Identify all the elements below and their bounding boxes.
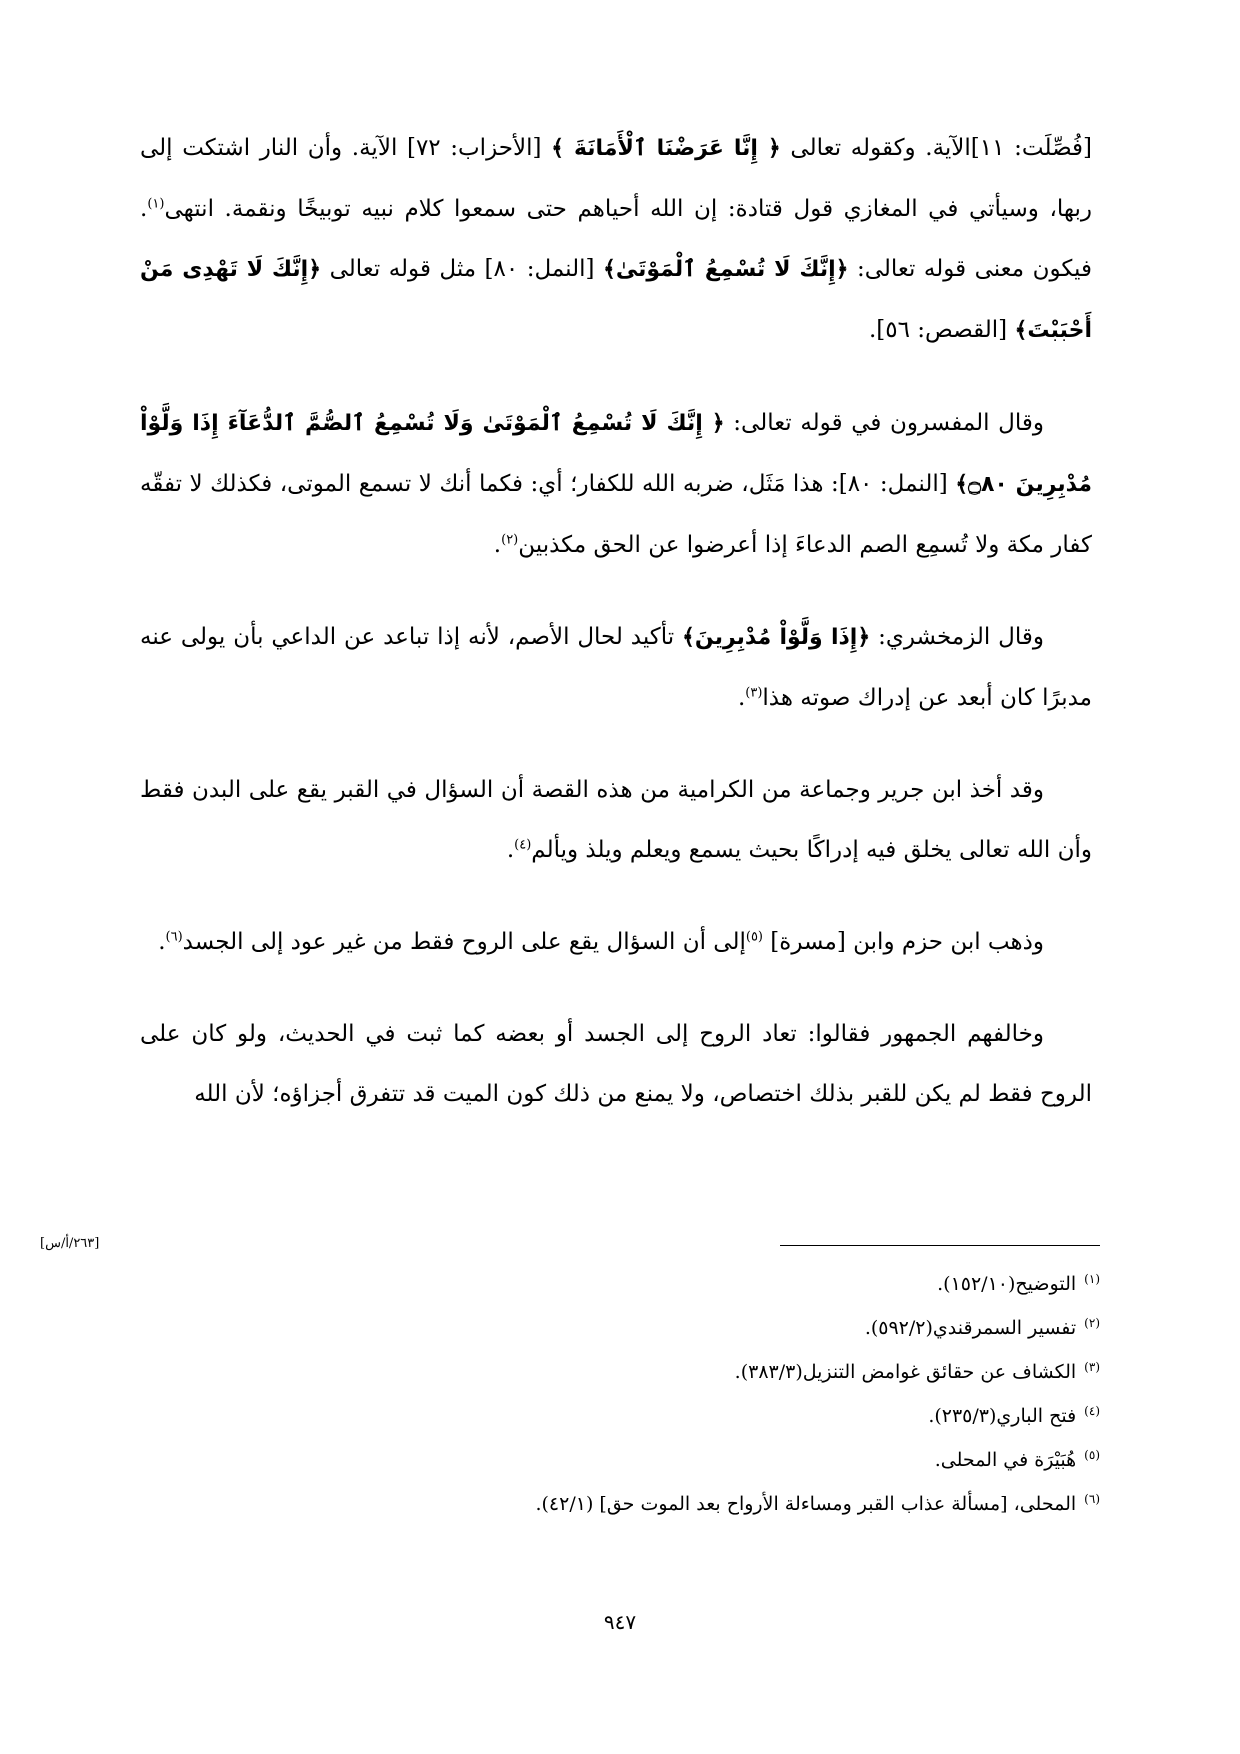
text-segment: . فيكون معنى قوله تعالى: [140, 196, 1092, 282]
text-segment: [القصص: ٥٦]. [868, 317, 1015, 343]
footnote-text: الكشاف عن حقائق غوامض التنزيل(٣٨٣/٣). [734, 1361, 1077, 1383]
page-number: ٩٤٧ [603, 1610, 637, 1634]
paragraph [140, 393, 1092, 575]
text-segment: [النمل: ٨٠]: هذا مَثَل، ضربه الله للكفار؛ أي: فكما أنك لا تسمع الموتى، فكذلك لا تفقّه كفار مكة ولا تُسمِع الصم الدعاءَ إذا أعرضوا عن الحق مكذبين [140, 471, 1092, 558]
quran-verse: إِذَا وَلَّوْاْ مُدْبِرِينَ [694, 625, 858, 650]
quran-verse: ﴿ [835, 257, 849, 282]
quran-verse: ﴾ [1014, 318, 1028, 343]
footnote-ref: (٢) [501, 532, 519, 548]
quran-verse: إِنَّكَ لَا تُسْمِعُ ٱلْمَوْتَىٰ وَلَا تُسْمِعُ ٱلصُّمَّ ٱلدُّعَآءَ إِذَا وَلَّوْاْ مُدْبِرِينَ [140, 411, 1092, 497]
footnote-text: التوضيح(١٥٢/١٠). [937, 1273, 1077, 1295]
footnote-separator [780, 1245, 1100, 1246]
footnote-number: (٢) [1084, 1315, 1100, 1330]
quran-verse: ﴿ [711, 411, 725, 436]
footnote-text: فتح الباري(٢٣٥/٣). [928, 1405, 1077, 1427]
footnote [200, 1394, 1100, 1438]
text-segment: . [737, 685, 746, 711]
main-text [140, 118, 1092, 1156]
text-segment: [فُصِّلَت: ١١]الآية. وكقوله تعالى [780, 135, 1092, 161]
footnote-ref: (٤) [514, 837, 532, 853]
text-segment: تأكيد لحال الأصم، لأنه إذا تباعد عن الداعي بأن يولى عنه مدبرًا كان أبعد عن إدراك صوته هذا [140, 624, 1092, 711]
quran-verse: إِنَّا عَرَضْنَا ٱلْأَمَانَةَ [563, 136, 768, 161]
footnote [200, 1482, 1100, 1526]
footnote-number: (٣) [1084, 1359, 1100, 1374]
text-segment: وقال المفسرون في قوله تعالى: [724, 410, 1044, 436]
text-segment: وقد أخذ ابن جرير وجماعة من الكرامية من هذه القصة أن السؤال في القبر يقع على البدن فقط وأن الله تعالى يخلق فيه إدراكًا بحيث يسمع ويعلم ويلذ ويألم [140, 777, 1092, 863]
footnote [200, 1306, 1100, 1350]
footnote-number: (٤) [1084, 1403, 1100, 1418]
text-segment: وقال الزمخشري: [870, 624, 1044, 650]
footnote-text: هُبَيْرَة في المحلى. [934, 1449, 1077, 1471]
footnote-ref: (٥) [745, 929, 763, 945]
quran-verse: ۝٨٠ [968, 472, 1008, 497]
quran-verse: إِنَّكَ لَا تُسْمِعُ ٱلْمَوْتَىٰ [615, 257, 836, 282]
paragraph [140, 118, 1092, 361]
quran-verse: ﴾ [955, 472, 969, 497]
text-segment: . [158, 929, 166, 955]
quran-verse: ﴾ [682, 625, 695, 650]
footnote-ref: (٣) [745, 685, 763, 701]
paragraph [140, 912, 1092, 972]
footnote-number: (٦) [1084, 1491, 1100, 1506]
quran-verse: ﴾ [602, 257, 616, 282]
paragraph [140, 760, 1092, 880]
text-segment: وخالفهم الجمهور فقالوا: تعاد الروح إلى الجسد أو بعضه كما ثبت في الحديث، ولو كان على الروح فقط لم يكن للقبر بذلك اختصاص، ولا يمنع من ذلك كون الميت قد تتفرق أجزاؤه؛ لأن الله [140, 1021, 1092, 1107]
text-segment: إلى أن السؤال يقع على الروح فقط من غير عود إلى الجسد [182, 929, 746, 955]
quran-verse: ﴿ [308, 257, 322, 282]
margin-note: [٢٦٣/أ/س] [40, 1236, 100, 1251]
footnote-text: تفسير السمرقندي(٥٩٢/٢). [864, 1317, 1077, 1339]
text-segment: وذهب ابن حزم وابن [مسرة] [763, 929, 1044, 955]
text-segment: . [493, 532, 502, 558]
quran-verse: ﴿ [767, 136, 781, 161]
footnote-ref: (١) [147, 196, 165, 212]
quran-verse: إِنَّكَ لَا تَهْدِى مَنْ أَحْبَبْتَ [140, 257, 1092, 343]
footnote-number: (١) [1084, 1271, 1100, 1286]
paragraph [140, 607, 1092, 728]
footnote [200, 1262, 1100, 1306]
paragraph [140, 1004, 1092, 1124]
footnote [200, 1438, 1100, 1482]
footnote-text: المحلى، [مسألة عذاب القبر ومساءلة الأرواح بعد الموت حق] (٤٢/١). [535, 1493, 1077, 1515]
text-segment: [الأحزاب: ٧٢] الآية. وأن النار اشتكت إلى ربها، وسيأتي في المغازي قول قتادة: إن الله أحياهم حتى سمعوا كلام نبيه توبيخًا ونقمة. انتهى [140, 135, 1092, 222]
footnote-ref: (٦) [165, 929, 183, 945]
text-segment: [النمل: ٨٠] مثل قوله تعالى [321, 256, 603, 282]
text-segment: . [506, 837, 515, 863]
quran-verse: ﴾ [551, 136, 564, 161]
footnote [200, 1350, 1100, 1394]
footnotes [200, 1262, 1100, 1526]
quran-verse: ﴿ [857, 625, 871, 650]
footnote-number: (٥) [1084, 1447, 1100, 1462]
